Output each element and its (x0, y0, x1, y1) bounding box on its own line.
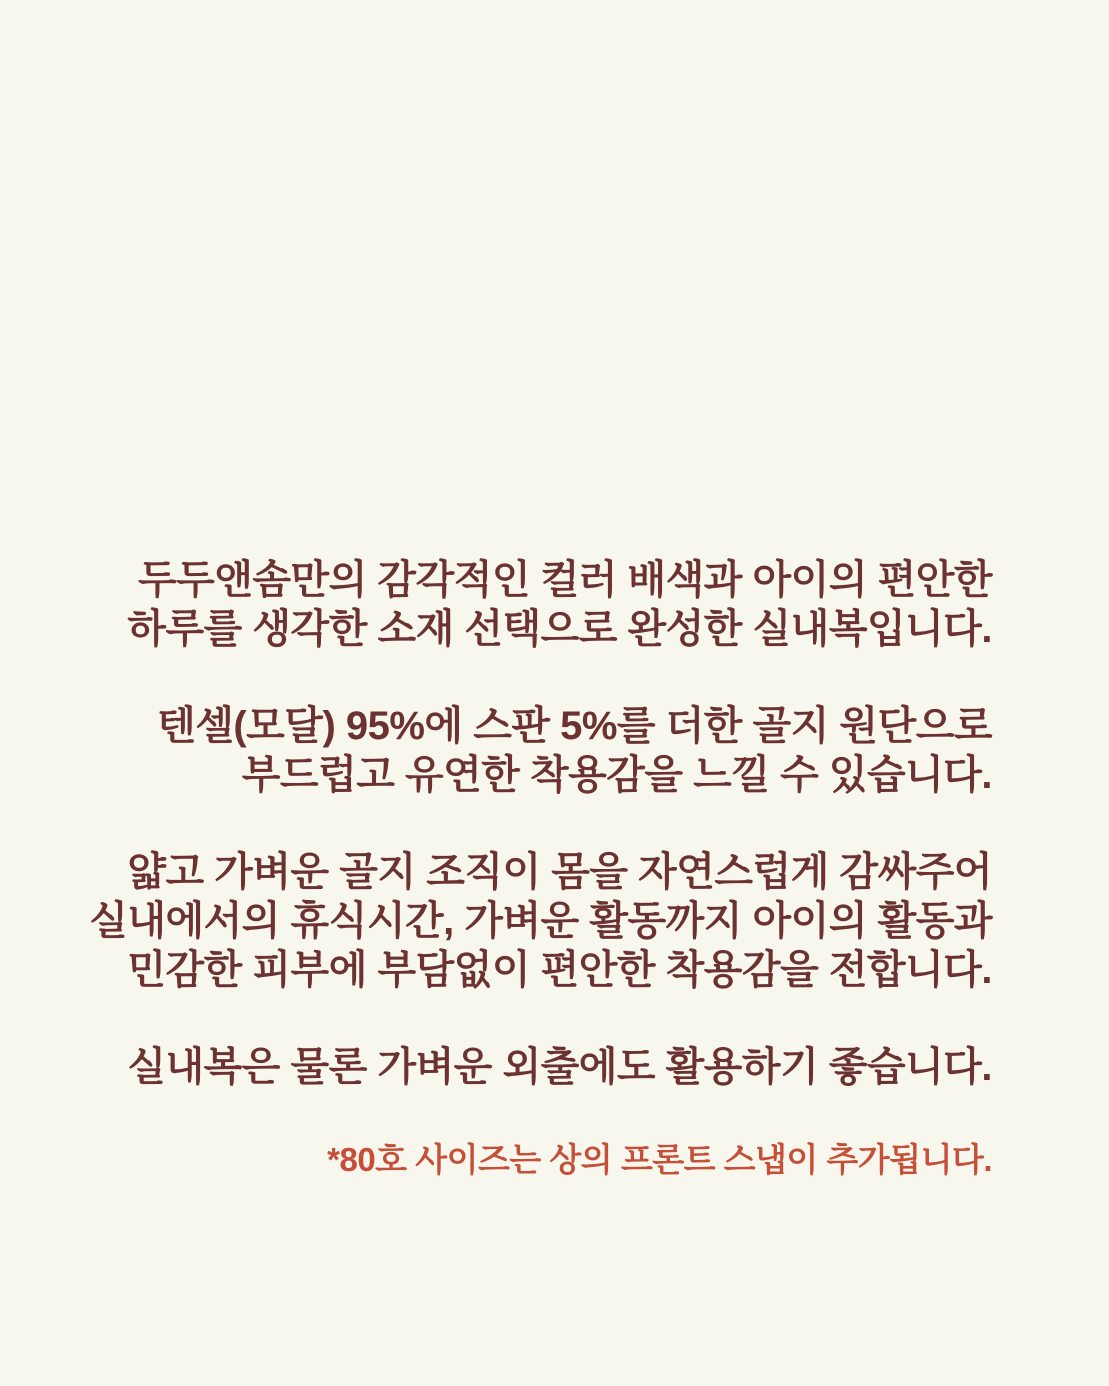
description-paragraph-3 (60, 848, 992, 995)
description-line: 텐셀(모달) 95%에 스판 5%를 더한 골지 원단으로 (157, 704, 992, 748)
size-note: *80호 사이즈는 상의 프론트 스냅이 추가됩니다. (327, 1141, 992, 1178)
description-line: 얇고 가벼운 골지 조직이 몸을 자연스럽게 감싸주어 (127, 850, 992, 894)
description-line: 민감한 피부에 부담없이 편안한 착용감을 전합니다. (127, 948, 992, 992)
description-line: 실내에서의 휴식시간, 가벼운 활동까지 아이의 활동과 (89, 899, 992, 943)
description-paragraph-2 (60, 702, 992, 800)
description-line: 하루를 생각한 소재 선택으로 완성한 실내복입니다. (127, 607, 992, 651)
description-line: 두두앤솜만의 감각적인 컬러 배색과 아이의 편안한 (137, 558, 992, 602)
description-paragraph-1 (60, 556, 992, 654)
description-line: 부드럽고 유연한 착용감을 느낄 수 있습니다. (241, 753, 992, 797)
description-paragraph-4 (60, 1043, 992, 1092)
description-line: 실내복은 물론 가벼운 외출에도 활용하기 좋습니다. (127, 1045, 992, 1089)
